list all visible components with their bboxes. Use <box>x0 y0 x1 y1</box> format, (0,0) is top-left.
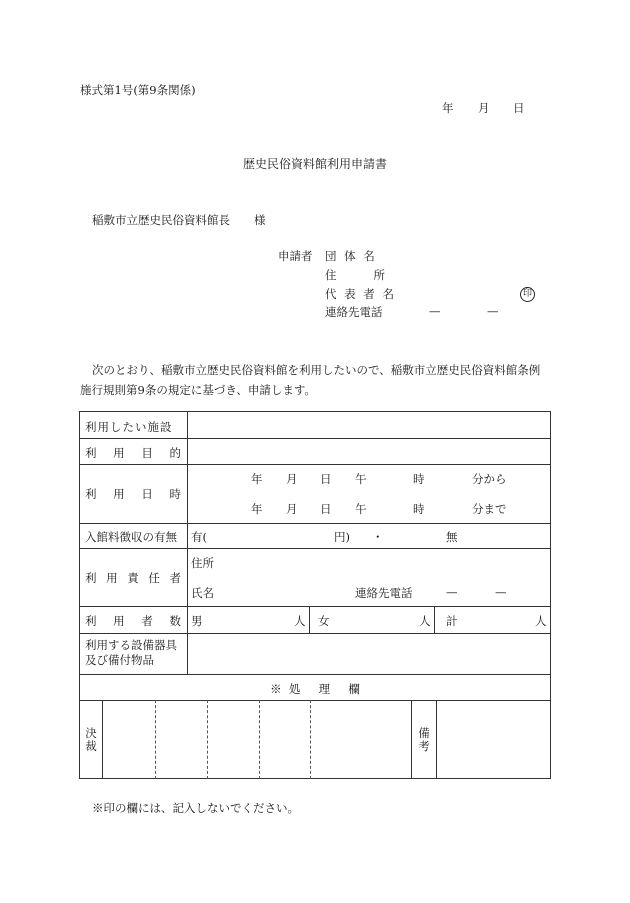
end-month-label: 月 <box>286 502 298 516</box>
total-unit: 人 <box>535 614 547 628</box>
equipment-label-line-1: 利用する設備器具 <box>85 638 177 652</box>
start-minute-label: 分から <box>472 472 507 486</box>
row-divider <box>80 438 550 439</box>
responsible-label: 利 用 責 任 者 <box>85 571 181 585</box>
male-unit: 人 <box>294 614 306 628</box>
representative-label: 代 表 者 名 <box>325 287 396 301</box>
group-name-label: 団 体 名 <box>325 249 377 263</box>
addressee-name: 稲敷市立歴史民俗資料館長 <box>92 213 230 227</box>
row-divider <box>80 523 550 524</box>
decision-label: 決裁 <box>85 726 97 753</box>
row-divider <box>80 633 550 634</box>
row-divider <box>80 464 550 465</box>
end-minute-label: 分まで <box>472 502 507 516</box>
body-line-2: 施行規則第9条の規定に基づき、申請します。 <box>80 383 316 397</box>
decision-column-divider <box>102 700 103 779</box>
addressee-honorific: 様 <box>254 213 266 227</box>
users-column-divider <box>309 606 310 633</box>
total-label: 計 <box>446 614 458 628</box>
fee-no-label: 無 <box>446 530 458 544</box>
fee-label: 入館料徴収の有無 <box>85 530 177 544</box>
row-divider <box>80 674 550 675</box>
row-divider <box>80 606 550 607</box>
end-ampm-label: 午 <box>355 502 367 516</box>
datetime-label: 利 用 日 時 <box>85 487 181 501</box>
responsible-address-label: 住所 <box>191 556 214 570</box>
end-day-label: 日 <box>320 502 332 516</box>
phone-dash: — <box>487 304 499 318</box>
fee-separator: ・ <box>372 530 384 544</box>
stamp-slot-divider <box>155 700 156 779</box>
application-form-table <box>79 411 551 779</box>
responsible-phone-label: 連絡先電話 <box>355 586 413 600</box>
remarks-column-divider <box>411 700 412 779</box>
responsible-name-label: 氏名 <box>191 586 214 600</box>
fee-yes-label: 有( <box>191 530 207 544</box>
label-column-divider <box>187 412 188 674</box>
remarks-column-divider <box>436 700 437 779</box>
stamp-slot-divider <box>310 700 311 779</box>
users-label: 利 用 者 数 <box>85 614 181 628</box>
form-number: 様式第1号(第9条関係) <box>80 83 196 97</box>
body-paragraph <box>80 360 560 400</box>
applicant-address-label: 住 所 <box>325 268 385 282</box>
date-month-label: 月 <box>478 101 490 115</box>
start-day-label: 日 <box>320 472 332 486</box>
phone-dash: — <box>429 304 441 318</box>
start-year-label: 年 <box>251 472 263 486</box>
start-hour-label: 時 <box>413 472 425 486</box>
end-year-label: 年 <box>251 502 263 516</box>
office-use-header: ※ 処 理 欄 <box>270 682 360 696</box>
phone-dash: — <box>495 585 507 599</box>
applicant-phone-label: 連絡先電話 <box>325 305 383 319</box>
footer-note: ※印の欄には、記入しないでください。 <box>92 801 299 815</box>
end-hour-label: 時 <box>413 502 425 516</box>
male-label: 男 <box>191 614 203 628</box>
document-title: 歴史民俗資料館利用申請書 <box>242 157 387 171</box>
fee-yen-label: 円) <box>334 530 350 544</box>
equipment-label-line-2: 及び備付物品 <box>85 653 154 667</box>
equipment-label <box>85 638 177 668</box>
female-label: 女 <box>318 614 330 628</box>
female-unit: 人 <box>419 614 431 628</box>
start-month-label: 月 <box>286 472 298 486</box>
body-line-1: 次のとおり、稲敷市立歴史民俗資料館を利用したいので、稲敷市立歴史民俗資料館条例 <box>92 363 541 377</box>
phone-dash: — <box>446 585 458 599</box>
row-divider <box>80 700 550 701</box>
start-ampm-label: 午 <box>355 472 367 486</box>
purpose-label: 利 用 目 的 <box>85 446 181 460</box>
stamp-slot-divider <box>207 700 208 779</box>
stamp-slot-divider <box>259 700 260 779</box>
seal-mark: 印 <box>520 287 535 302</box>
date-day-label: 日 <box>513 101 525 115</box>
row-divider <box>80 548 550 549</box>
applicant-label: 申請者 <box>278 249 313 263</box>
date-year-label: 年 <box>442 101 454 115</box>
users-column-divider <box>434 606 435 633</box>
remarks-label: 備考 <box>418 726 430 753</box>
facility-label: 利用したい施設 <box>85 420 173 434</box>
